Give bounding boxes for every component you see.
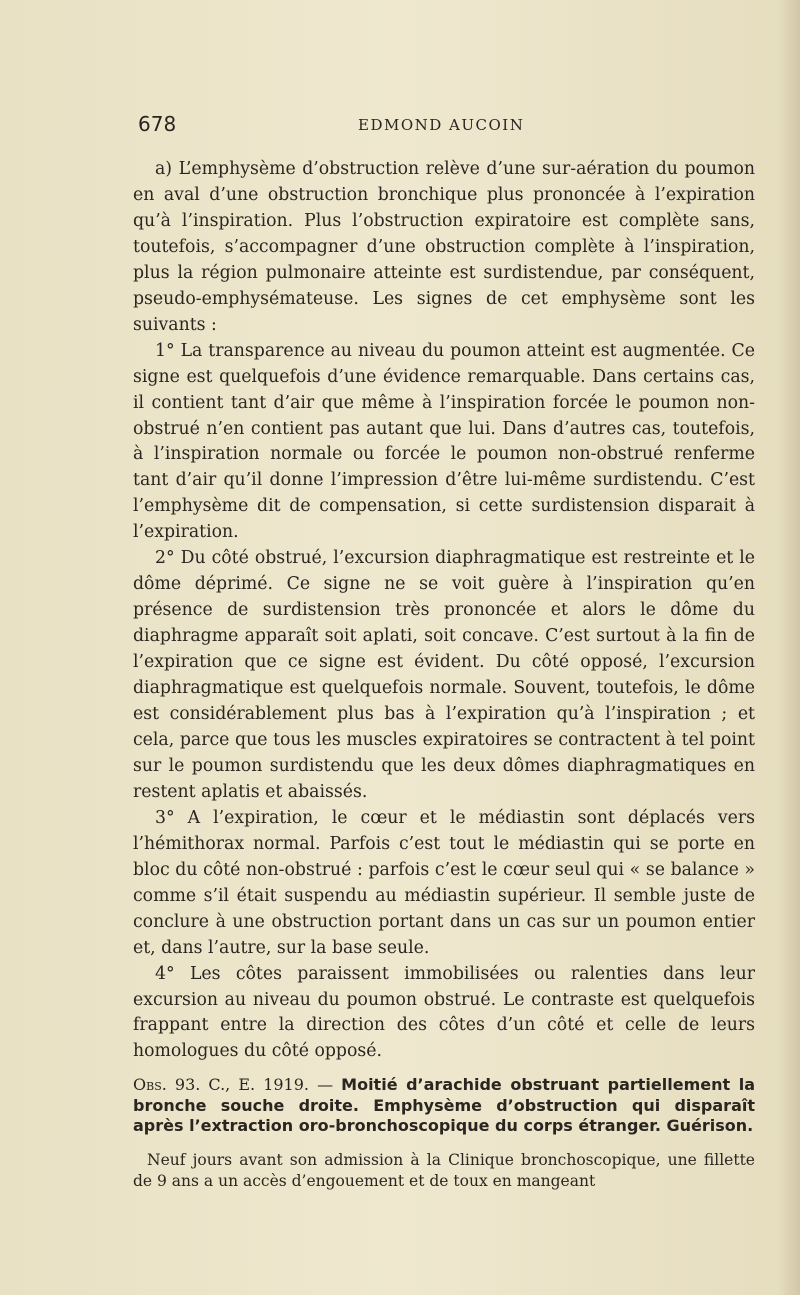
page-edge-shadow <box>778 0 800 1295</box>
paragraph-sign-4: 4° Les côtes paraissent immobilisées ou ralenties dans leur excursion au niveau du poumon obstrué. Le contraste est quelquefois frappant entre la direction des côtes d’un côté et celle de leurs homologues du côté opposé. <box>133 963 755 1062</box>
page-header <box>138 112 758 142</box>
body-text <box>133 157 755 1065</box>
observation-reference: 93. C., E. 1919. — <box>174 1075 334 1094</box>
paragraph-sign-1: 1° La transparence au niveau du poumon atteint est augmentée. Ce signe est quelquefois d’une évidence remarquable. Dans certains cas, il contient tant d’air que même à l’inspiration forcée le poumon non-obstrué n’en contient pas autant que lui. Dans d’autres cas, toutefois, à l’inspiration normale ou forcée le poumon non-obstrué renferme tant d’air qu’il donne l’impression d’être lui-même surdistendu. C’est l’emphysème dit de compensation, si cette surdistension disparait à l’expiration. <box>133 340 755 543</box>
running-head: EDMOND AUCOIN <box>358 116 525 134</box>
observation-body <box>133 1150 755 1192</box>
observation-heading <box>133 1075 755 1137</box>
paragraph-sign-2: 2° Du côté obstrué, l’excursion diaphragmatique est restreinte et le dôme déprimé. Ce signe ne se voit guère à l’inspiration qu’en présence de surdistension très prononcée et alors le dôme du diaphragme apparaît soit aplati, soit concave. C’est surtout à la fin de l’expiration que ce signe est évident. Du côté opposé, l’excursion diaphragmatique est quelquefois normale. Souvent, toutefois, le dôme est considérablement plus bas à l’expiration qu’à l’inspiration ; et cela, parce que tous les muscles expiratoires se contractent à tel point sur le poumon surdistendu que les deux dômes diaphragmatiques en restent aplatis et abaissés. <box>133 548 755 802</box>
paragraph-sign-3: 3° A l’expiration, le cœur et le médiastin sont déplacés vers l’hémithorax normal. Parfois c’est tout le médiastin qui se porte en bloc du côté non-obstrué : parfois c’est le cœur seul qui « se balance » comme s’il était suspendu au médiastin supérieur. Il semble juste de conclure à une obstruction portant dans un cas sur un poumon entier et, dans l’autre, sur la base seule. <box>133 807 755 958</box>
paragraph-intro: a) L’emphysème d’obstruction relève d’une sur-aération du poumon en aval d’une obstruction bronchique plus prononcée à l’expiration qu’à l’inspiration. Plus l’obstruction expiratoire est complète sans, toutefois, s’accompagner d’une obstruction complète à l’inspiration, plus la région pulmonaire atteinte est surdistendue, par conséquent, pseudo-emphysémateuse. Les signes de cet emphysème sont les suivants : <box>133 159 755 335</box>
observation-title: Moitié d’arachide obstruant partiellement la bronche souche droite. Emphysème d’obstruction qui disparaît après l’extraction oro-bronchoscopique du corps étranger. Guérison. <box>133 1075 755 1136</box>
observation-label: Obs. <box>133 1075 167 1094</box>
observation-text: Neuf jours avant son admission à la Clinique bronchoscopique, une fillette de 9 ans a un accès d’engouement et de toux en mangeant <box>133 1151 755 1190</box>
page-number: 678 <box>138 112 177 136</box>
